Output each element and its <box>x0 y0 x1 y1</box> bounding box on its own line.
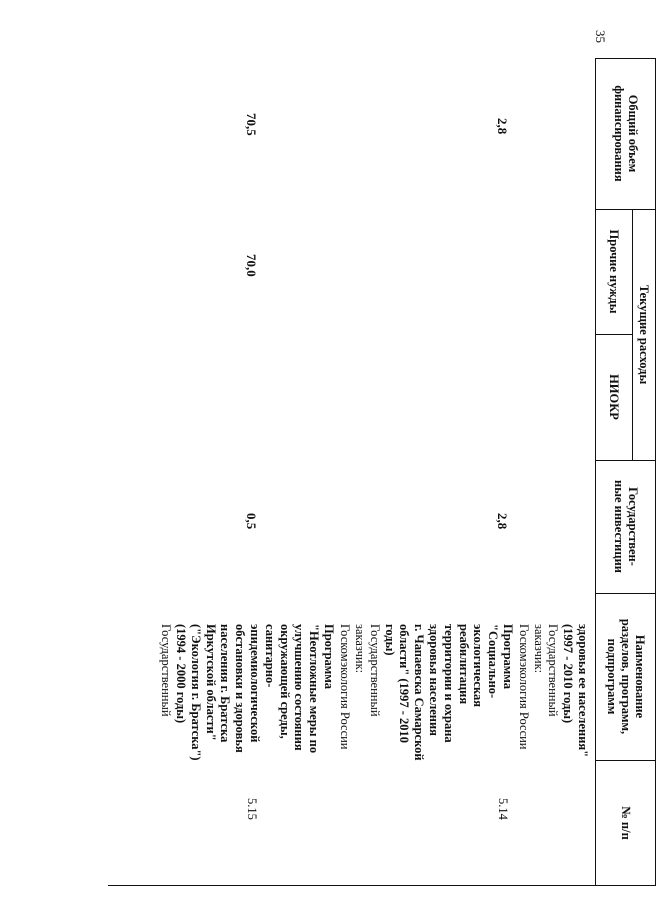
text-line: окружающей среды, <box>277 624 292 739</box>
text-line: ("Экология г. Братска") <box>188 624 203 761</box>
rotated-table <box>108 58 656 886</box>
text-line: г. Чапаевска Самарской <box>412 624 427 761</box>
text-line: Программа <box>322 624 336 689</box>
text-line: экологическая <box>471 624 486 707</box>
text-line: (1994 - 2000 годы) <box>174 624 189 724</box>
text-line: Иркутской области" <box>203 624 218 741</box>
text-line: улучшению состояния <box>292 624 307 751</box>
other-needs-value-5-15: 70,0 <box>244 254 259 277</box>
header-state-investment: Государствен- ные инвестиции <box>612 480 640 573</box>
header-total: Общий объем финансирования <box>612 85 640 182</box>
text-line: "Неотложные меры по <box>307 624 322 754</box>
text-line: Госкомэкология России <box>338 624 353 750</box>
text-line: заказчик: <box>353 624 368 674</box>
row-number-5-14: 5.14 <box>496 798 510 820</box>
text-line: эпидемиологической <box>248 624 263 743</box>
text-line: "Социально- <box>486 624 501 699</box>
program-name-5-14 <box>337 624 515 880</box>
text-line: обстановки и здоровья <box>233 624 248 753</box>
text-line: санитарно- <box>262 624 277 688</box>
text-line: Государственный <box>546 624 561 717</box>
text-line: Государственный <box>367 624 382 717</box>
continuation-text <box>516 624 590 880</box>
text-line: территории и охрана <box>441 624 456 743</box>
table-border-right <box>108 885 656 886</box>
text-line: здоровья ее населения" <box>576 624 590 758</box>
text-line: области" (1997 - 2010 <box>397 624 412 743</box>
text-line: (1997 - 2010 годы) <box>561 624 576 724</box>
text-line: годы) <box>382 624 397 656</box>
header-current-expenses: Текущие расходы <box>637 284 652 385</box>
header-other-needs: Прочие нужды <box>607 229 622 314</box>
header-name: Наименование разделов, программ, подпрограмм <box>605 618 647 735</box>
total-value-5-15: 70,5 <box>244 113 259 136</box>
program-name-5-15 <box>158 624 336 880</box>
text-line: Программа <box>501 624 515 689</box>
text-line: Госкомэкология России <box>516 624 531 750</box>
header-niokr: НИОКР <box>607 374 622 420</box>
text-line: заказчик: <box>531 624 546 674</box>
text-line: Государственный <box>159 624 174 717</box>
text-line: реабилитация <box>456 624 471 705</box>
text-line: населения г. Братска <box>218 624 233 743</box>
state-investment-value-5-15: 0,5 <box>244 513 259 530</box>
text-line: здоровья населения <box>427 624 442 736</box>
page-number: 35 <box>593 30 608 43</box>
state-investment-value-5-14: 2,8 <box>495 513 510 530</box>
total-value-5-14: 2,8 <box>495 118 510 135</box>
header-number: № п/п <box>619 806 633 840</box>
row-number-5-15: 5.15 <box>245 798 259 820</box>
